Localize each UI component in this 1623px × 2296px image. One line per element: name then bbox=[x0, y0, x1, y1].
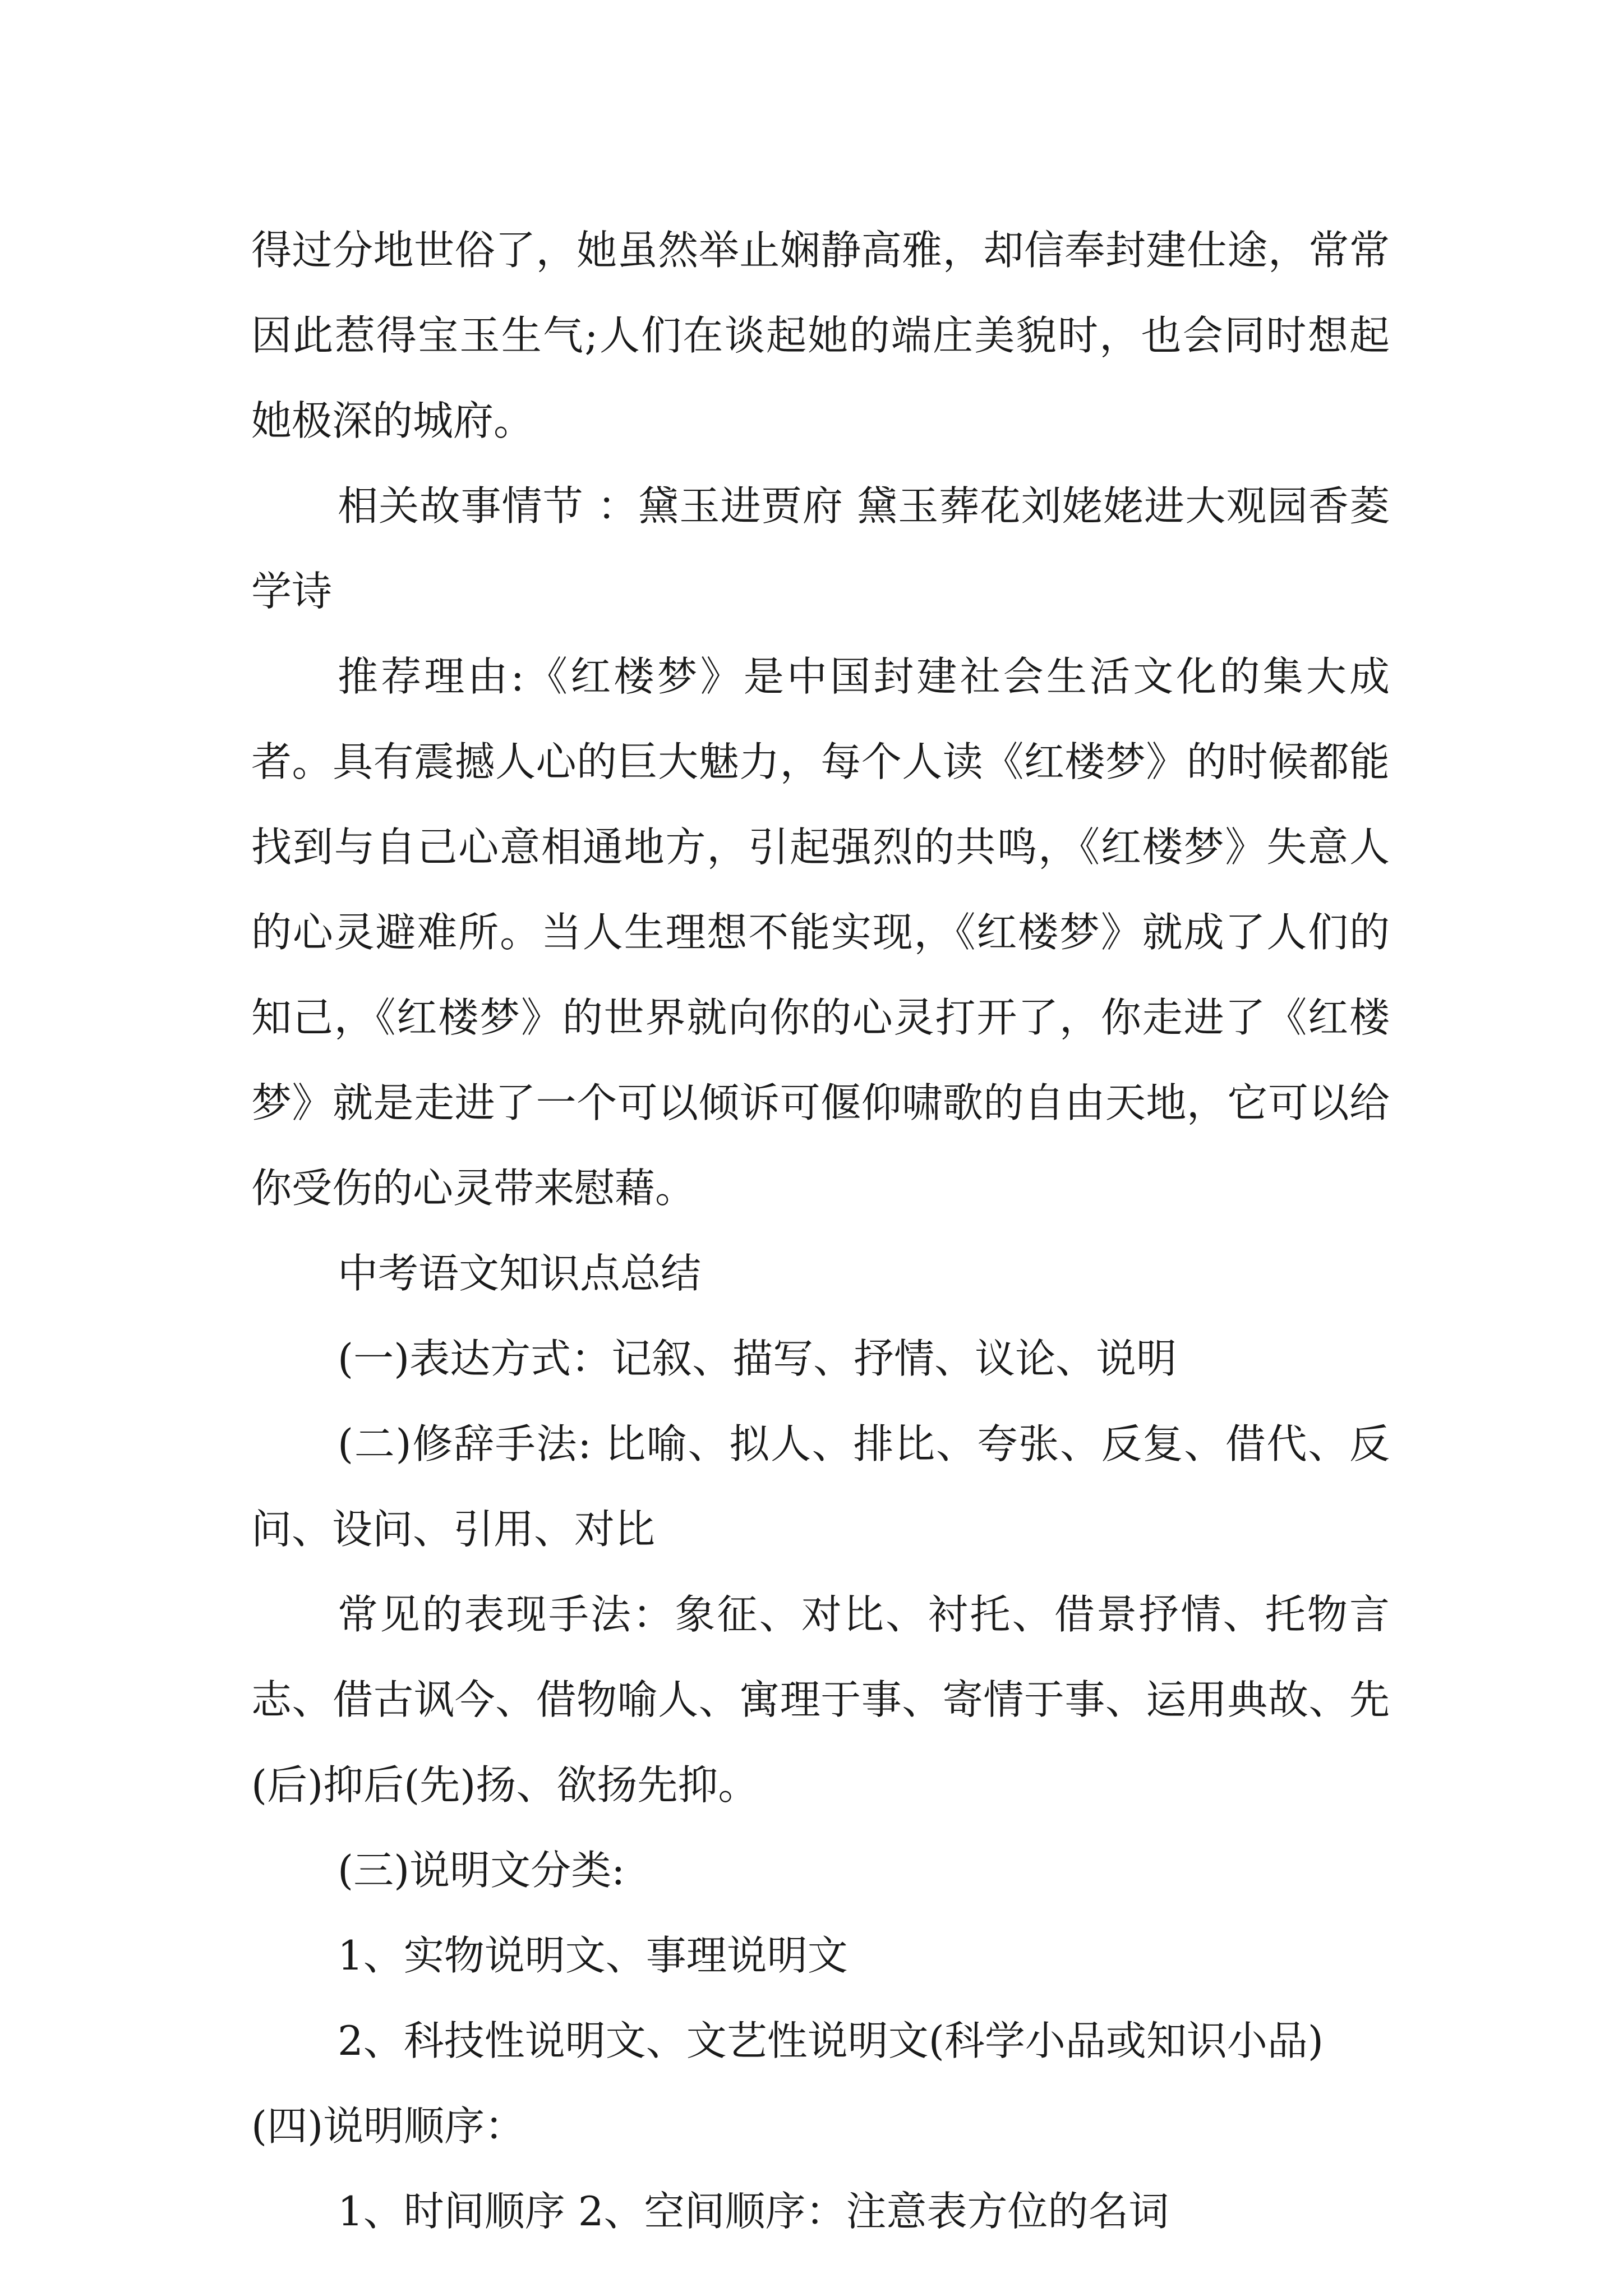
paragraph-7: 常见的表现手法：象征、对比、衬托、借景抒情、托物言志、借古讽今、借物喻人、寓理于事、寄情于事、运用典故、先(后)抑后(先)扬、欲扬先抑。 bbox=[251, 1591, 1390, 1809]
paragraph-9: 1、实物说明文、事理说明文 bbox=[338, 1932, 848, 1979]
paragraph-8: (三)说明文分类: bbox=[338, 1847, 625, 1894]
paragraph-1: 得过分地世俗了，她虽然举止娴静高雅，却信奉封建仕途，常常因此惹得宝玉生气;人们在谈起她的端庄美貌时，也会同时想起她极深的城府。 bbox=[251, 227, 1390, 444]
paragraph-12: 1、时间顺序 2、空间顺序：注意表方位的名词 bbox=[338, 2188, 1169, 2235]
section-heading: 中考语文知识点总结 bbox=[338, 1250, 702, 1297]
paragraph-10: 2、科技性说明文、文艺性说明文(科学小品或知识小品) bbox=[338, 2017, 1324, 2064]
paragraph-2: 相关故事情节 ：黛玉进贾府 黛玉葬花刘姥姥进大观园香菱学诗 bbox=[251, 482, 1390, 615]
paragraph-3: 推荐理由:《红楼梦》是中国封建社会生活文化的集大成者。具有震撼人心的巨大魅力，每个人读《红楼梦》的时候都能找到与自己心意相通地方，引起强烈的共鸣，《红楼梦》失意人的心灵避难所。当人生理想不能实现，《红楼梦》就成了人们的知己，《红楼梦》的世界就向你的心灵打开了，你走进了《红楼梦》就是走进了一个可以倾诉可偃仰啸歌的自由天地，它可以给你受伤的心灵带来慰藉。 bbox=[251, 653, 1390, 1212]
paragraph-6: (二)修辞手法: 比喻、拟人、排比、夸张、反复、借代、反问、设问、引用、对比 bbox=[251, 1420, 1390, 1553]
paragraph-5: (一)表达方式：记叙、描写、抒情、议论、说明 bbox=[338, 1335, 1177, 1382]
paragraph-11: (四)说明顺序： bbox=[251, 2102, 525, 2150]
document-body bbox=[251, 208, 1390, 2254]
